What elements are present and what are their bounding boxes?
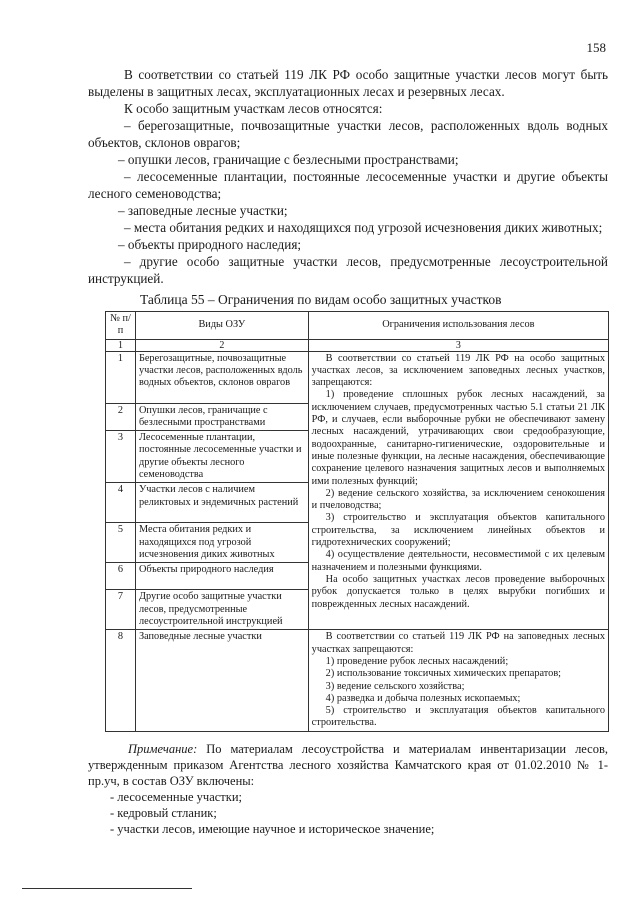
note-block: [88, 741, 608, 837]
table-caption: Таблица 55 – Ограничения по видам особо защитных участков: [140, 292, 502, 307]
header-type: Виды ОЗУ: [135, 312, 308, 340]
footnote-rule: [22, 888, 192, 889]
row-number: 1: [106, 351, 136, 403]
limits-item: 1) проведение сплошных рубок лесных насаждений, за исключением случаев, предусмотренных частью 5.1 статьи 21 ЛК РФ, и случаев, если выборочные рубки не обеспечивают замену лесных насаждений, утрачивающих свои средообразующие, водоохранные, санитарно-гигиенические, оздоровительные и иные полезные функции, на лесные насаждения, обеспечивающие сохранение целевого назначения защитных лесов и выполняемых ими полезных функций;: [311, 389, 605, 487]
body-text: [88, 66, 608, 287]
note-list: [88, 789, 608, 837]
limits-item: 4) разведка и добыча полезных ископаемых;: [325, 692, 521, 704]
zone-type: Берегозащитные, почвозащитные участки лесов, расположенных вдоль водных объектов, склонов оврагов: [135, 351, 308, 403]
zone-type: Участки лесов с наличием реликтовых и эндемичных растений: [135, 483, 308, 523]
note-label: Примечание:: [128, 742, 198, 756]
table-row: [106, 630, 609, 731]
row-number: 8: [106, 630, 136, 731]
zone-type: Другие особо защитные участки лесов, предусмотренные лесоустроительной инструкцией: [135, 590, 308, 630]
limits-item: 1) проведение рубок лесных насаждений;: [325, 655, 509, 667]
row-number: 6: [106, 563, 136, 590]
paragraph-intro: В соответствии со статьей 119 ЛК РФ особо защитные участки лесов могут быть выделены в защитных лесах, эксплуатационных лесах и резервных лесах.: [88, 67, 608, 99]
page-number: 158: [586, 40, 606, 55]
list-item: – объекты природного наследия;: [118, 237, 302, 252]
restrictions-table: [105, 311, 609, 732]
limits-item: 5) строительство и эксплуатация объектов капитального строительства.: [311, 705, 605, 729]
column-number: 3: [308, 339, 608, 351]
list-item: – другие особо защитные участки лесов, предусмотренные лесоустроительной инструкцией.: [88, 254, 608, 286]
list-item: – заповедные лесные участки;: [118, 203, 288, 218]
column-number-row: [106, 339, 609, 351]
table-row: [106, 351, 609, 403]
limits-item: 2) ведение сельского хозяйства, за исключением сенокошения и пчеловодства;: [311, 487, 605, 512]
list-item: – опушки лесов, граничащие с безлесными пространствами;: [118, 152, 459, 167]
limits-reserve-cell: [308, 630, 608, 731]
limits-intro: В соответствии со статьей 119 ЛК РФ на заповедных лесных участках запрещаются:: [311, 631, 605, 655]
limits-note: На особо защитных участках лесов проведение выборочных рубок допускается только в целях вырубки погибших и поврежденных лесных насаждений.: [311, 573, 605, 610]
zone-type: Объекты природного наследия: [135, 563, 308, 590]
row-number: 5: [106, 523, 136, 563]
row-number: 2: [106, 403, 136, 431]
list-item: – лесосеменные плантации, постоянные лесосеменные участки и другие объекты лесного семеноводства;: [88, 169, 608, 201]
limits-item: 3) ведение сельского хозяйства;: [325, 680, 465, 692]
limits-item: 2) использование токсичных химических препаратов;: [325, 668, 562, 680]
row-number: 7: [106, 590, 136, 630]
row-number: 4: [106, 483, 136, 523]
zone-type: Места обитания редких и находящихся под угрозой исчезновения диких животных: [135, 523, 308, 563]
note-list-item: - кедровый стланик;: [110, 806, 217, 820]
table-header-row: [106, 312, 609, 340]
zone-type: Лесосеменные плантации, постоянные лесосеменные участки и другие объекты лесного семеноводства: [135, 431, 308, 483]
note-list-item: - лесосеменные участки;: [110, 790, 242, 804]
zone-type: Опушки лесов, граничащие с безлесными пространствами: [135, 403, 308, 431]
column-number: 1: [106, 339, 136, 351]
column-number: 2: [135, 339, 308, 351]
list-item: – берегозащитные, почвозащитные участки лесов, расположенных вдоль водных объектов, склонов оврагов;: [88, 118, 608, 150]
note-text: По материалам лесоустройства и материалам инвентаризации лесов, утвержденным приказом Агентства лесного хозяйства Камчатского края от 01.02.2010 № 1-пр.уч, в состав ОЗУ включены:: [88, 742, 608, 788]
limits-item: 4) осуществление деятельности, несовместимой с их целевым назначением и полезными функциями.: [311, 549, 605, 573]
note-list-item: - участки лесов, имеющие научное и историческое значение;: [110, 822, 435, 836]
list-item: – места обитания редких и находящихся под угрозой исчезновения диких животных;: [124, 220, 603, 235]
note-paragraph: [88, 741, 608, 789]
row-number: 3: [106, 431, 136, 483]
zone-type: Заповедные лесные участки: [135, 630, 308, 731]
limits-intro: В соответствии со статьей 119 ЛК РФ на особо защитных участках лесов, за исключением заповедных лесных участков, запрещаются:: [311, 352, 605, 389]
header-num: № п/п: [106, 312, 136, 340]
paragraph-list-heading: К особо защитным участкам лесов относятся:: [124, 101, 383, 116]
limits-common-cell: [308, 351, 608, 630]
header-limits: Ограничения использования лесов: [308, 312, 608, 340]
limits-item: 3) строительство и эксплуатация объектов капитального строительства, за исключением линейных объектов и гидротехнических сооружений;: [311, 512, 605, 549]
